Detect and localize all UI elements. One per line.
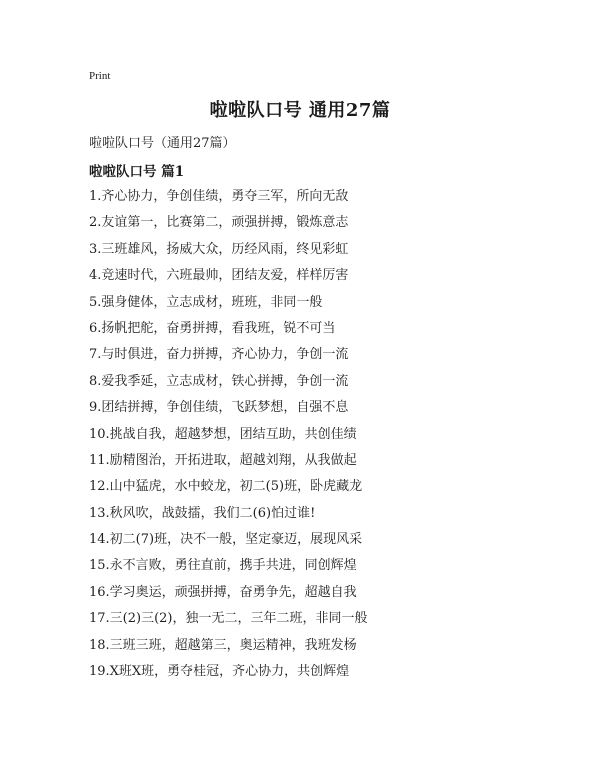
slogan-line: 4.竞速时代，六班最帅，团结友爱，样样厉害 bbox=[89, 268, 349, 284]
slogan-line: 11.励精图治，开拓进取，超越刘翔，从我做起 bbox=[89, 452, 357, 468]
slogan-line: 18.三班三班，超越第三，奥运精神，我班发杨 bbox=[89, 637, 357, 653]
document-subtitle: 啦啦队口号（通用27篇） bbox=[89, 136, 236, 151]
slogan-line: 1.齐心协力，争创佳绩，勇夺三军，所向无敌 bbox=[89, 189, 349, 204]
slogan-line: 6.扬帆把舵，奋勇拼搏，看我班，锐不可当 bbox=[89, 320, 336, 336]
slogan-line: 9.团结拼搏，争创佳绩，飞跃梦想，自强不息 bbox=[89, 400, 349, 416]
slogan-line: 13.秋风吹，战鼓擂，我们二(6)怕过谁! bbox=[89, 505, 316, 521]
slogan-line: 7.与时俱进，奋力拼搏，齐心协力，争创一流 bbox=[89, 347, 349, 363]
slogan-line: 10.挑战自我，超越梦想，团结互助，共创佳绩 bbox=[89, 426, 357, 442]
document-title: 啦啦队口号 通用27篇 bbox=[209, 100, 391, 121]
slogan-line: 14.初二(7)班，决不一般，坚定豪迈，展现风采 bbox=[89, 532, 363, 548]
section-heading: 啦啦队口号 篇1 bbox=[89, 164, 185, 180]
slogan-line: 12.山中猛虎，水中蛟龙，初二(5)班，卧虎藏龙 bbox=[89, 479, 363, 495]
print-label: Print bbox=[89, 70, 111, 82]
slogan-line: 19.X班X班，勇夺桂冠，齐心协力，共创辉煌 bbox=[89, 664, 350, 680]
slogan-line: 8.爱我季延，立志成材，铁心拼搏，争创一流 bbox=[89, 373, 349, 389]
slogan-line: 15.永不言败，勇往直前，携手共进，同创辉煌 bbox=[89, 558, 357, 574]
slogan-list bbox=[89, 184, 368, 685]
slogan-line: 17.三(2)三(2)，独一无二，三年二班，非同一般 bbox=[89, 611, 368, 627]
slogan-line: 16.学习奥运，顽强拼搏，奋勇争先，超越自我 bbox=[89, 584, 357, 600]
slogan-line: 5.强身健体，立志成材，班班，非同一般 bbox=[89, 294, 323, 310]
slogan-line: 2.友谊第一，比赛第二，顽强拼搏，锻炼意志 bbox=[89, 215, 349, 231]
slogan-line: 3.三班雄风，扬威大众，历经风雨，终见彩虹 bbox=[89, 241, 349, 257]
